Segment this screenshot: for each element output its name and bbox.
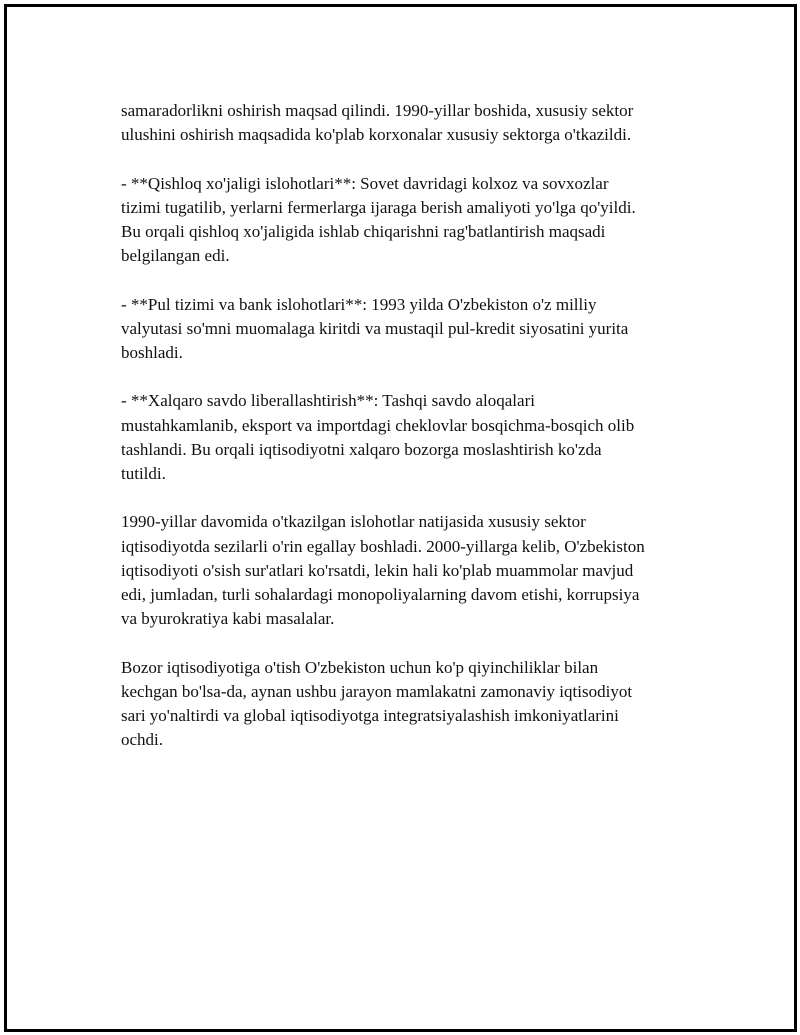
text-line: 1990-yillar davomida o'tkazilgan islohotlar natijasida xususiy sektor — [121, 512, 586, 532]
text-line: samaradorlikni oshirish maqsad qilindi. 1990-yillar boshida, xususiy sektor — [121, 101, 634, 120]
text-line: kechgan bo'lsa-da, aynan ushbu jarayon mamlakatni zamonaviy iqtisodiyot — [121, 681, 633, 701]
paragraph-trade-liberalization — [121, 389, 701, 486]
text-line: va byurokratiya kabi masalalar. — [121, 609, 335, 629]
paragraph-reform-results — [121, 510, 701, 631]
text-line: tutildi. — [121, 464, 166, 483]
text-line: edi, jumladan, turli sohalardagi monopoliyalarning davom etishi, korrupsiya — [121, 585, 640, 604]
text-line: Bu orqali qishloq xo'jaligida ishlab chiqarishni rag'batlantirish maqsadi — [121, 222, 606, 241]
text-line: ochdi. — [121, 730, 164, 750]
text-line: iqtisodiyoti o'sish sur'atlari ko'rsatdi, lekin hali ko'plab muammolar mavjud — [121, 560, 634, 580]
text-line: ulushini oshirish maqsadida ko'plab korxonalar xususiy sektorga o'tkazildi. — [121, 125, 632, 145]
text-line: - **Pul tizimi va bank islohotlari**: 1993 yilda O'zbekiston o'z milliy — [121, 294, 597, 314]
text-line: valyutasi so'mni muomalaga kiritdi va mustaqil pul-kredit siyosatini yurita — [121, 318, 629, 338]
text-line: Bozor iqtisodiyotiga o'tish O'zbekiston uchun ko'p qiyinchiliklar bilan — [121, 657, 599, 677]
text-line: belgilangan edi. — [121, 246, 230, 266]
text-line: mustahkamlanib, eksport va importdagi cheklovlar bosqichma-bosqich olib — [121, 415, 635, 435]
paragraph-privatization — [121, 99, 701, 147]
text-line: iqtisodiyotda sezilarli o'rin egallay boshladi. 2000-yillarga kelib, O'zbekiston — [121, 536, 645, 556]
text-line: - **Xalqaro savdo liberallashtirish**: Tashqi savdo aloqalari — [121, 391, 535, 411]
text-line: tizimi tugatilib, yerlarni fermerlarga ijaraga berish amaliyoti yo'lga qo'yildi. — [121, 197, 636, 217]
paragraph-monetary-reform — [121, 293, 701, 366]
text-line: sari yo'naltirdi va global iqtisodiyotga integratsiyalashish imkoniyatlarini — [121, 706, 619, 725]
text-line: - **Qishloq xo'jaligi islohotlari**: Sovet davridagi kolxoz va sovxozlar — [121, 173, 609, 193]
text-line: boshladi. — [121, 343, 183, 362]
paragraph-agriculture-reform — [121, 172, 701, 269]
document-body — [121, 99, 701, 777]
page-frame — [4, 4, 797, 1032]
paragraph-conclusion — [121, 656, 701, 753]
text-line: tashlandi. Bu orqali iqtisodiyotni xalqaro bozorga moslashtirish ko'zda — [121, 439, 602, 459]
